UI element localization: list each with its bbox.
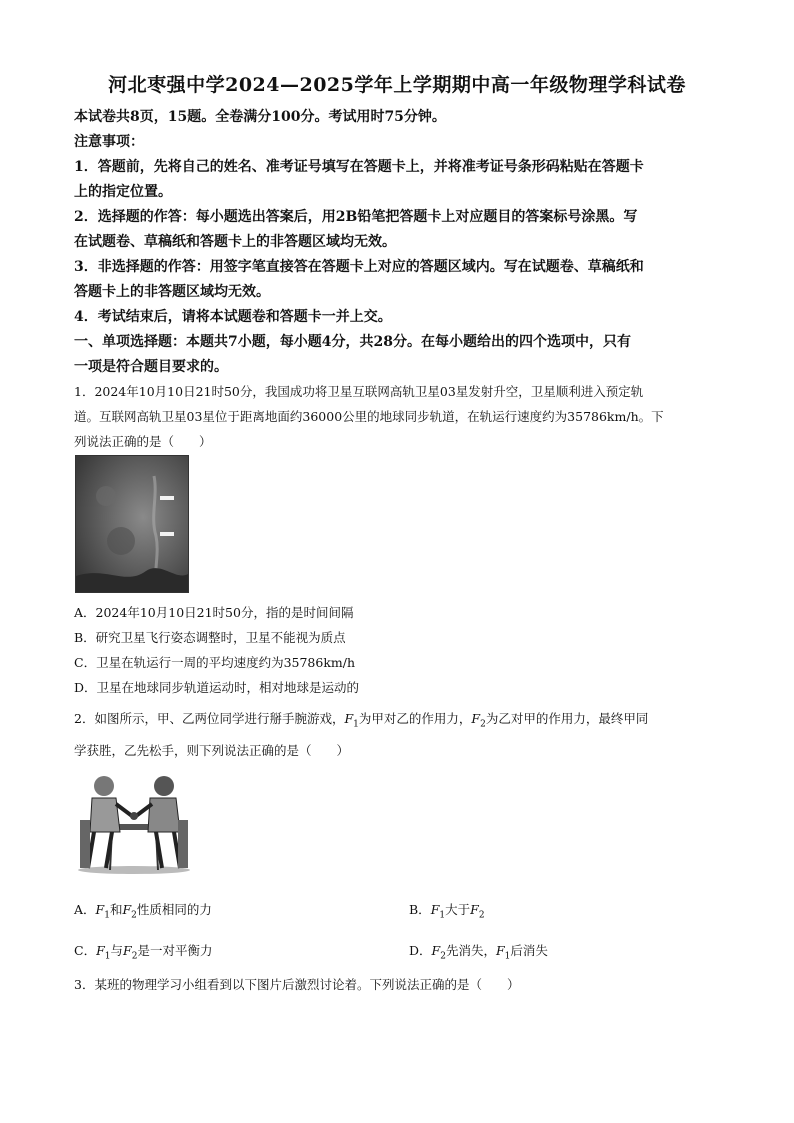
q2-option-b: B．$F_1$大于$F_2$ (409, 902, 485, 921)
q1-option-b: B．研究卫星飞行姿态调整时，卫星不能视为质点 (74, 630, 346, 645)
q2-option-d: D．$F_2$先消失，$F_1$后消失 (409, 943, 548, 962)
q1-stem-line1: 1．2024年10月10日21时50分，我国成功将卫星互联网高轨卫星03星发射升空，卫星顺利进入预定轨 (74, 384, 644, 399)
q2-option-a: A．$F_1$和$F_2$性质相同的力 (74, 902, 212, 921)
q1-option-c: C．卫星在轨运行一周的平均速度约为35786km/h (74, 655, 356, 670)
q3-stem-line1: 3．某班的物理学习小组看到以下图片后激烈讨论着。下列说法正确的是（ ） (74, 977, 520, 992)
notice-item-1-cont: 上的指定位置。 (74, 184, 172, 200)
notice-item-2-cont: 在试题卷、草稿纸和答题卡上的非答题区域均无效。 (74, 234, 396, 250)
notice-item-4: 4．考试结束后，请将本试题卷和答题卡一并上交。 (74, 309, 392, 325)
q2-option-c: C．$F_1$与$F_2$是一对平衡力 (74, 943, 213, 962)
q1-option-d: D．卫星在地球同步轨道运动时，相对地球是运动的 (74, 680, 360, 695)
notice-heading: 注意事项： (74, 134, 144, 150)
notice-item-3-cont: 答题卡上的非答题区域均无效。 (74, 284, 270, 300)
notice-item-3: 3．非选择题的作答：用签字笔直接答在答题卡上对应的答题区域内。写在试题卷、草稿纸和 (74, 259, 644, 275)
q1-satellite-photo (75, 455, 189, 593)
q1-stem-line3: 列说法正确的是（ ） (74, 434, 212, 449)
exam-title: 河北枣强中学2024—2025学年上学期期中高一年级物理学科试卷 (108, 74, 686, 96)
section-heading-cont: 一项是符合题目要求的。 (74, 359, 228, 375)
section-heading: 一、单项选择题：本题共7小题，每小题4分，共28分。在每小题给出的四个选项中，只有 (74, 334, 631, 350)
q1-option-a: A．2024年10月10日21时50分，指的是时间间隔 (74, 605, 354, 620)
q2-arm-wrestling-illustration (76, 772, 192, 874)
q1-stem-line2: 道。互联网高轨卫星03星位于距离地面约36000公里的地球同步轨道，在轨运行速度约为35786km/h。下 (74, 409, 664, 424)
q2-stem-line2: 学获胜，乙先松手，则下列说法正确的是（ ） (74, 743, 350, 758)
exam-info: 本试卷共8页，15题。全卷满分100分。考试用时75分钟。 (74, 109, 446, 125)
notice-item-2: 2．选择题的作答：每小题选出答案后，用2B铅笔把答题卡上对应题目的答案标号涂黑。写 (74, 209, 638, 225)
notice-item-1: 1．答题前，先将自己的姓名、准考证号填写在答题卡上，并将准考证号条形码粘贴在答题卡 (74, 159, 644, 175)
q2-stem-line1: 2．如图所示，甲、乙两位同学进行掰手腕游戏，$F_1$为甲对乙的作用力，$F_2$为乙对甲的作用力，最终甲同 (74, 711, 649, 730)
